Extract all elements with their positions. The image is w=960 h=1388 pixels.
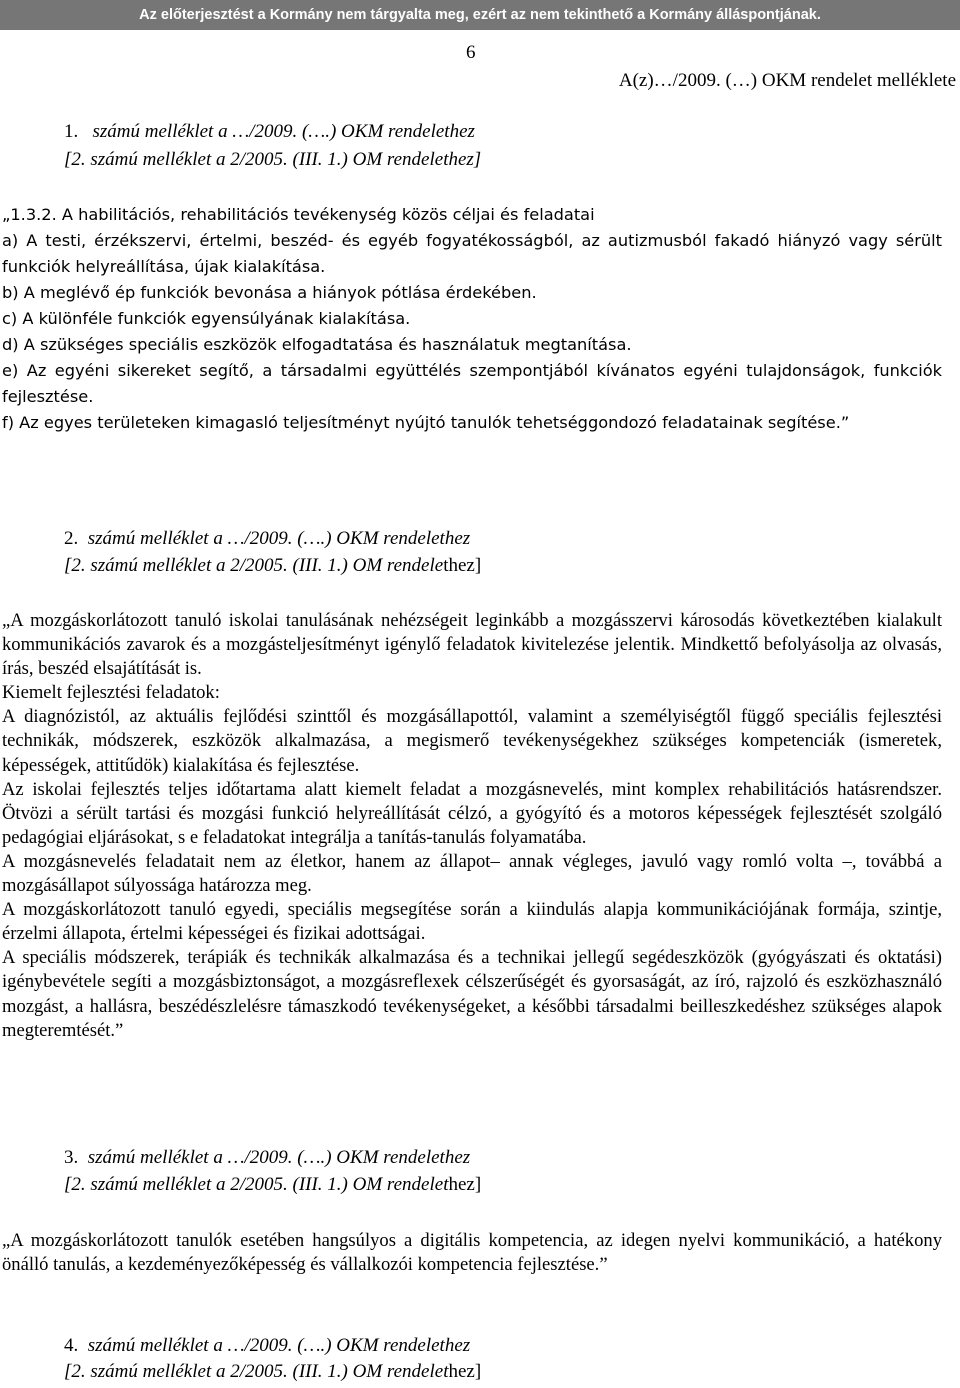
section4-ref-line2 bbox=[64, 1361, 481, 1383]
section4-ref-line2-italic: [2. számú melléklet a 2/2005. (III. 1.) OM rendelet bbox=[64, 1361, 449, 1382]
section2-ref-line1 bbox=[64, 528, 470, 550]
section2-ref-number: 2. bbox=[64, 528, 79, 549]
section2-paragraph-1: „A mozgáskorlátozott tanuló iskolai tanulásának nehézségeit leginkább a mozgásszervi károsodás következtében kialakult kommunikációs zavarok és a mozgásteljesítményt igénylő feladatok kivitelezése jelentik. Mindkettő befolyásolja az olvasás, írás, beszéd elsajátítását is. bbox=[2, 610, 942, 680]
section1-item-d: d) A szükséges speciális eszközök elfogadtatása és használatuk megtanítása. bbox=[2, 335, 632, 354]
section1-ref-line2-text: [2. számú melléklet a 2/2005. (III. 1.) OM rendelethez] bbox=[64, 149, 482, 170]
section3-body bbox=[2, 1229, 942, 1277]
section1-item-b: b) A meglévő ép funkciók bevonása a hiányok pótlása érdekében. bbox=[2, 283, 537, 302]
section2-ref-line2-italic: [2. számú melléklet a 2/2005. (III. 1.) OM rendele bbox=[64, 555, 444, 576]
section3-paragraph: „A mozgáskorlátozott tanulók esetében hangsúlyos a digitális kompetencia, az idegen nyelvi kommunikáció, a hatékony önálló tanulás, a kezdeményezőképesség és vállalkozói kompetencia fejlesztése.” bbox=[2, 1230, 942, 1276]
section1-item-c: c) A különféle funkciók egyensúlyának kialakítása. bbox=[2, 309, 411, 328]
section1-ref-line2 bbox=[64, 149, 481, 171]
annex-title: A(z)…/2009. (…) OKM rendelet melléklete bbox=[618, 70, 956, 91]
section1-item-f: f) Az egyes területeken kimagasló teljesítményt nyújtó tanulók tehetséggondozó feladatainak segítése.” bbox=[2, 413, 850, 432]
section1-ref-number: 1. bbox=[64, 121, 79, 142]
section1-body bbox=[2, 202, 942, 436]
section4-ref-text: számú melléklet a …/2009. (….) OKM rendelethez bbox=[87, 1335, 471, 1356]
section3-ref-line2-plain: hez] bbox=[448, 1174, 482, 1195]
section1-ref-line1 bbox=[64, 121, 475, 143]
section3-ref-text: számú melléklet a …/2009. (….) OKM rendelethez bbox=[87, 1147, 471, 1168]
section1-item-a: a) A testi, érzékszervi, értelmi, beszéd- és egyéb fogyatékosságból, az autizmusból fakadó hiányzó vagy sérült funkciók helyreállítása, újak kialakítása. bbox=[2, 231, 942, 276]
section3-ref-line1 bbox=[64, 1147, 470, 1169]
header-notice-bar: Az előterjesztést a Kormány nem tárgyalta meg, ezért az nem tekinthető a Kormány álláspontjának. bbox=[0, 0, 960, 30]
section4-ref-line2-plain: hez] bbox=[448, 1361, 482, 1382]
section1-heading: „1.3.2. A habilitációs, rehabilitációs tevékenység közös céljai és feladatai bbox=[2, 205, 595, 224]
section2-paragraph-2: Kiemelt fejlesztési feladatok: bbox=[2, 682, 220, 704]
section3-ref-line2 bbox=[64, 1174, 481, 1196]
section2-ref-line2 bbox=[64, 555, 481, 577]
section2-paragraph-7: A speciális módszerek, terápiák és technikák alkalmazása és a technikai jellegű segédeszközök (gyógyászati és oktatási) igénybevétele segíti a mozgásbiztonságot, a mozgásreflexek célszerűségét és gyorsaságát, az író, rajzoló és eszközhasználó mozgást, a hallásra, beszédészlelésre támaszkodó tevékenységeket, a későbbi társadalmi beilleszkedéshez szükséges alapok megteremtését.” bbox=[2, 947, 942, 1041]
section4-ref-line1 bbox=[64, 1335, 470, 1357]
section2-ref-text: számú melléklet a …/2009. (….) OKM rendelethez bbox=[87, 528, 471, 549]
section3-ref-line2-italic: [2. számú melléklet a 2/2005. (III. 1.) OM rendelet bbox=[64, 1174, 449, 1195]
section1-ref-text: számú melléklet a …/2009. (….) OKM rendelethez bbox=[92, 121, 475, 142]
section3-ref-number: 3. bbox=[64, 1147, 79, 1168]
section2-paragraph-6: A mozgáskorlátozott tanuló egyedi, speciális megsegítése során a kiindulás alapja kommunikációjának formája, szintje, érzelmi állapota, értelmi képességei és fizikai adottságai. bbox=[2, 899, 942, 945]
section2-paragraph-5: A mozgásnevelés feladatait nem az életkor, hanem az állapot– annak végleges, javuló vagy romló volta –, továbbá a mozgásállapot súlyossága határozza meg. bbox=[2, 850, 942, 897]
section2-body bbox=[2, 609, 942, 1043]
section1-item-e: e) Az egyéni sikereket segítő, a társadalmi együttélés szempontjából kívánatos egyéni tulajdonságok, funkciók fejlesztése. bbox=[2, 361, 942, 406]
section2-paragraph-3: A diagnózistól, az aktuális fejlődési szinttől és mozgásállapottól, valamint a személyiségtől függő speciális fejlesztési technikák, módszerek, eszközök alkalmazása, a megismerő tevékenységekhez szükséges kompetenciák (ismeretek, képességek, attitűdök) kialakítása és fejlesztése. bbox=[2, 706, 942, 776]
page-number: 6 bbox=[466, 42, 476, 63]
section2-paragraph-4: Az iskolai fejlesztés teljes időtartama alatt kiemelt feladat a mozgásnevelés, mint komplex rehabilitációs hatásrendszer. Ötvözi a sérült tartási és mozgási funkció helyreállítását célzó, a gyógyító és a motoros képességek fejlesztését szolgáló pedagógiai eljárásokat, s e feladatokat integrálja a tanítás-tanulás folyamatába. bbox=[2, 778, 942, 848]
section4-ref-number: 4. bbox=[64, 1335, 79, 1356]
section2-ref-line2-plain: thez] bbox=[443, 555, 482, 576]
